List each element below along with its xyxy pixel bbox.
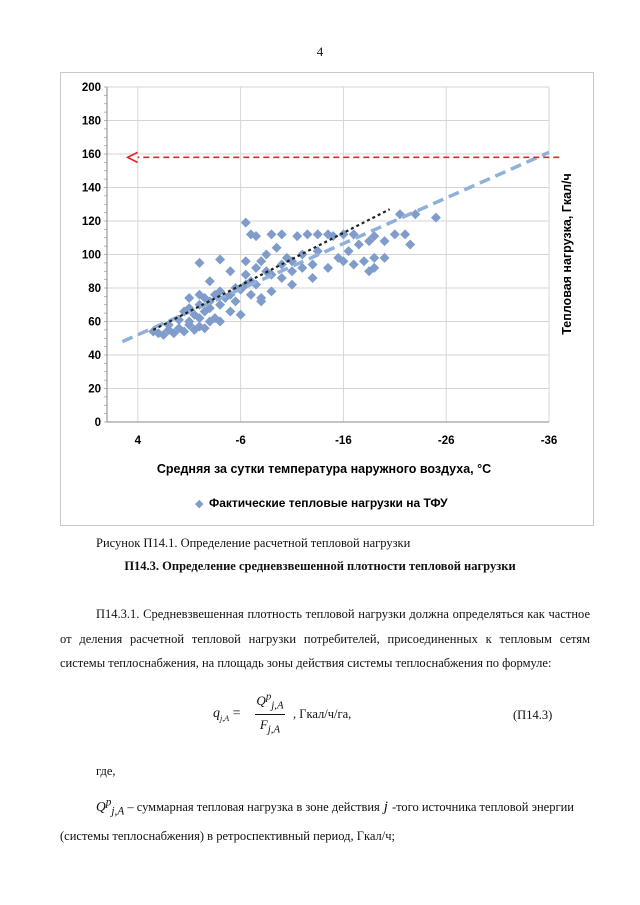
definition-sup: р <box>105 796 112 809</box>
data-point <box>292 231 302 241</box>
formula <box>213 690 443 737</box>
x-tick-label: -26 <box>437 435 455 447</box>
x-tick-label: 4 <box>134 435 142 447</box>
definition-symbol-letter: Q <box>96 799 106 814</box>
definition-text-before: – суммарная тепловая нагрузка в зоне действия <box>127 800 380 814</box>
formula-den-sub: j,A <box>267 723 281 736</box>
definition-j: j <box>383 799 388 815</box>
data-point <box>225 306 235 316</box>
data-point <box>349 260 359 270</box>
y-tick-label: 100 <box>81 249 101 262</box>
data-point <box>390 229 400 239</box>
figure-caption: Рисунок П14.1. Определение расчетной тепловой нагрузки <box>96 536 411 550</box>
data-point <box>354 239 364 249</box>
formula-number: (П14.3) <box>513 708 553 722</box>
lines-layer <box>122 152 559 341</box>
legend-marker: ◆ <box>195 497 204 510</box>
y-tick-label: 200 <box>81 82 101 94</box>
page-number: 4 <box>316 44 324 59</box>
y-tick-label: 140 <box>81 182 101 195</box>
formula-den-symbol: F <box>259 717 268 732</box>
formula-num-symbol: Q <box>256 693 266 708</box>
definition-continuation: (системы теплоснабжения) в ретроспективный период, Гкал/ч; <box>60 829 395 843</box>
formula-lhs <box>213 706 241 722</box>
definition-symbol <box>96 796 125 818</box>
section-title: П14.3. Определение средневзвешенной плотности тепловой нагрузки <box>124 559 516 573</box>
formula-denominator <box>255 717 285 736</box>
x-tick-label: -16 <box>335 435 352 447</box>
formula-fraction <box>255 690 285 736</box>
y-tick-label: 160 <box>81 149 101 161</box>
formula-num-sub: j,A <box>271 699 284 712</box>
data-point <box>266 229 276 239</box>
definition-line <box>96 796 596 818</box>
y-tick-label: 60 <box>88 316 101 329</box>
data-point <box>241 218 251 228</box>
trend-line <box>153 209 389 330</box>
y-tick-labels <box>82 82 101 429</box>
formula-unit: , Гкал/ч/га, <box>293 707 352 721</box>
heat-load-chart <box>61 73 593 525</box>
definition-sub: j,A <box>111 805 125 818</box>
grid-layer <box>104 87 549 422</box>
chart-frame <box>60 72 594 526</box>
data-point <box>313 229 323 239</box>
data-point <box>308 260 318 270</box>
formula-equals: = <box>232 706 241 721</box>
where-label: где, <box>96 764 116 778</box>
paragraph-text: П14.3.1. Средневзвешенная плотность тепловой нагрузки должна определяться как частное от деления расчетной тепловой нагрузки потребителей, присоединенных к тепловым сетям системы теплоснабжения, на площадь зоны действия системы теплоснабжения по формуле: <box>60 607 590 670</box>
data-point <box>246 290 256 300</box>
data-point <box>380 236 390 246</box>
x-tick-labels <box>135 435 558 447</box>
y-tick-label: 0 <box>94 417 101 429</box>
y-tick-label: 80 <box>88 283 101 295</box>
data-point <box>287 266 297 276</box>
data-point <box>277 273 287 283</box>
data-point <box>323 263 333 273</box>
data-point <box>205 276 215 286</box>
data-point <box>400 229 410 239</box>
y-axis-label: Тепловая нагрузка, Гкал/ч <box>560 173 574 335</box>
data-point <box>277 229 287 239</box>
data-point <box>302 229 312 239</box>
data-point <box>308 273 318 283</box>
y-tick-label: 40 <box>88 350 101 362</box>
y-tick-label: 20 <box>88 383 101 396</box>
definition-text-after: -того источника тепловой энергии <box>391 800 574 814</box>
formula-num-sup: р <box>265 690 272 703</box>
x-tick-label: -36 <box>540 435 558 447</box>
y-tick-label: 180 <box>81 115 101 128</box>
x-axis-label: Средняя за сутки температура наружного воздуха, °С <box>156 462 492 476</box>
legend-label: Фактические тепловые нагрузки на ТФУ <box>209 496 448 510</box>
formula-lhs-symbol: q <box>213 706 220 721</box>
x-tick-label: -6 <box>235 435 246 447</box>
data-point <box>225 266 235 276</box>
data-point <box>215 255 225 265</box>
data-point <box>405 239 415 249</box>
data-points <box>148 209 441 340</box>
data-point <box>359 256 369 266</box>
data-point <box>241 256 251 266</box>
formula-numerator <box>255 690 285 713</box>
y-tick-label: 120 <box>81 216 101 228</box>
data-point <box>195 258 205 268</box>
data-point <box>236 310 246 320</box>
formula-lhs-sub: j,A <box>220 713 230 723</box>
fraction-bar <box>255 714 285 715</box>
data-point <box>184 293 194 303</box>
data-point <box>272 243 282 253</box>
